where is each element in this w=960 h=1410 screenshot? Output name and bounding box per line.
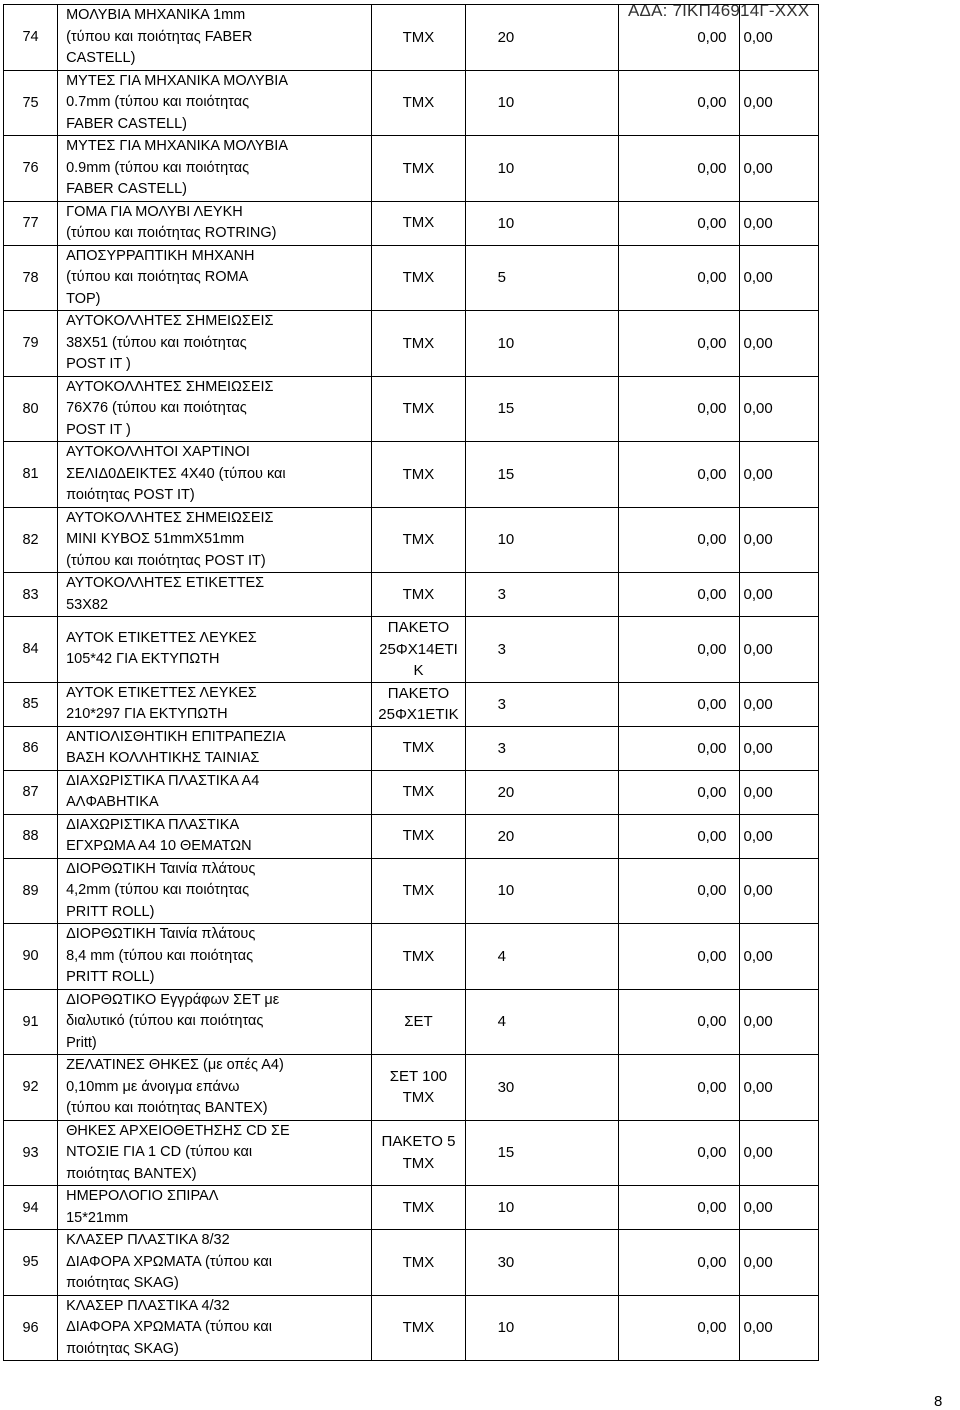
item-unit: [372, 245, 465, 311]
item-total: 0,00: [739, 245, 818, 311]
item-unit: [372, 376, 465, 442]
item-unit: [372, 858, 465, 924]
item-total: 0,00: [739, 573, 818, 617]
item-number: 89: [4, 858, 58, 924]
item-quantity: 3: [465, 726, 618, 770]
item-unit-price: 0,00: [618, 989, 739, 1055]
table-row: [4, 5, 819, 71]
item-number: 83: [4, 573, 58, 617]
item-total: 0,00: [739, 442, 818, 508]
item-description: [58, 311, 372, 377]
item-total: 0,00: [739, 726, 818, 770]
description-line: PRITT ROLL): [66, 903, 155, 920]
item-quantity: 15: [465, 376, 618, 442]
item-total: 0,00: [739, 989, 818, 1055]
item-number: 81: [4, 442, 58, 508]
item-number: 86: [4, 726, 58, 770]
item-unit-price: 0,00: [618, 924, 739, 990]
item-number: 77: [4, 201, 58, 245]
item-number: 76: [4, 136, 58, 202]
item-unit-price: 0,00: [618, 5, 739, 71]
item-unit: [372, 70, 465, 136]
item-quantity: 10: [465, 507, 618, 573]
item-description: [58, 1055, 372, 1121]
item-number: 91: [4, 989, 58, 1055]
table-row: [4, 573, 819, 617]
description-line: ΘΗΚΕΣ ΑΡΧΕΙΟΘΕΤΗΣΗΣ CD ΣΕ: [66, 1122, 290, 1139]
item-quantity: 10: [465, 1186, 618, 1230]
description-line: POST IT ): [66, 421, 131, 438]
ada-code: ΑΔΑ: 7ΙΚΠ46914Γ-ΧΧΧ: [628, 1, 810, 20]
items-table: [3, 4, 819, 1361]
table-row: [4, 136, 819, 202]
item-total: 0,00: [739, 311, 818, 377]
description-line: TOP): [66, 290, 101, 307]
description-line: ΔΙΑΧΩΡΙΣΤΙΚΑ ΠΛΑΣΤΙΚΑ: [66, 816, 240, 833]
item-unit-price: 0,00: [618, 245, 739, 311]
item-number: 92: [4, 1055, 58, 1121]
item-quantity: 10: [465, 311, 618, 377]
item-unit: [372, 311, 465, 377]
item-unit: [372, 201, 465, 245]
item-unit-price: 0,00: [618, 573, 739, 617]
item-description: [58, 201, 372, 245]
item-unit-price: 0,00: [618, 376, 739, 442]
unit-line: ΤΜΧ: [402, 1198, 435, 1216]
table-row: [4, 507, 819, 573]
table-row: [4, 1120, 819, 1186]
item-unit-price: 0,00: [618, 136, 739, 202]
item-quantity: 10: [465, 1295, 618, 1361]
unit-line: ΤΜΧ: [402, 465, 435, 483]
item-unit: [372, 1186, 465, 1230]
item-unit-price: 0,00: [618, 858, 739, 924]
unit-line: ΤΜΧ: [402, 783, 435, 801]
item-unit-price: 0,00: [618, 1120, 739, 1186]
table-row: [4, 814, 819, 858]
items-table-body: [4, 5, 819, 1361]
item-total: 0,00: [739, 376, 818, 442]
description-line: ΔΙΑΦΟΡΑ ΧΡΩΜΑΤΑ (τύπου και: [66, 1253, 272, 1270]
unit-line: ΤΜΧ: [402, 94, 435, 111]
item-description: [58, 726, 372, 770]
item-description: [58, 924, 372, 990]
item-number: 88: [4, 814, 58, 858]
item-number: 93: [4, 1120, 58, 1186]
description-line: ΔΙΟΡΘΩΤΙΚΟ Εγγράφων ΣΕΤ με: [66, 991, 280, 1008]
unit-line: ΠΑΚΕΤΟ: [387, 619, 450, 636]
description-line: ΕΓΧΡΩΜΑ Α4 10 ΘΕΜΑΤΩΝ: [66, 838, 252, 854]
item-quantity: 3: [465, 573, 618, 617]
item-number: 90: [4, 924, 58, 990]
item-quantity: 20: [465, 814, 618, 858]
item-unit: [372, 1295, 465, 1361]
item-description: [58, 507, 372, 573]
item-total: 0,00: [739, 201, 818, 245]
description-line: 210*297 ΓΙΑ ΕΚΤΥΠΩΤΗ: [66, 706, 228, 722]
item-unit-price: 0,00: [618, 726, 739, 770]
item-unit: [372, 924, 465, 990]
description-line: ΔΙΑΧΩΡΙΣΤΙΚΑ ΠΛΑΣΤΙΚΑ Α4: [66, 772, 260, 789]
item-total: 0,00: [739, 136, 818, 202]
description-line: ΑΥΤΟΚ ΕΤΙΚΕΤΤΕΣ ΛΕΥΚΕΣ: [66, 629, 257, 646]
item-description: [58, 858, 372, 924]
unit-line: ΤΜΧ: [402, 827, 435, 845]
item-unit: [372, 1120, 465, 1186]
unit-line: ΤΜΧ: [402, 269, 435, 286]
description-line: CASTELL): [66, 50, 136, 66]
item-total: 0,00: [739, 1055, 818, 1121]
description-line: ΚΛΑΣΕΡ ΠΛΑΣΤΙΚΑ 8/32: [66, 1232, 230, 1248]
description-line: 0.9mm (τύπου και ποιότητας: [66, 159, 250, 176]
item-description: [58, 1230, 372, 1296]
item-description: [58, 136, 372, 202]
unit-line: Κ: [413, 662, 424, 679]
table-row: [4, 1295, 819, 1361]
item-unit-price: 0,00: [618, 814, 739, 858]
description-line: POST IT ): [66, 356, 131, 372]
item-total: 0,00: [739, 770, 818, 814]
item-unit: [372, 573, 465, 617]
item-quantity: 4: [465, 924, 618, 990]
item-unit-price: 0,00: [618, 311, 739, 377]
item-description: [58, 5, 372, 71]
description-line: ΑΝΤΙΟΛΙΣΘΗΤΙΚΗ ΕΠΙΤΡΑΠΕΖΙΑ: [66, 728, 286, 745]
unit-line: ΤΜΧ: [402, 585, 435, 603]
table-row: [4, 726, 819, 770]
unit-line: ΤΜΧ: [402, 1089, 435, 1107]
item-unit-price: 0,00: [618, 1186, 739, 1230]
item-quantity: 30: [465, 1055, 618, 1121]
table-row: [4, 989, 819, 1055]
item-number: 74: [4, 5, 58, 71]
unit-line: ΤΜΧ: [402, 1319, 435, 1336]
description-line: ΑΥΤΟΚΟΛΛΗΤΕΣ ΕΤΙΚΕΤΤΕΣ: [66, 575, 265, 591]
item-total: 0,00: [739, 1120, 818, 1186]
item-number: 80: [4, 376, 58, 442]
description-line: ΑΥΤΟΚΟΛΛΗΤΟΙ ΧΑΡΤΙΝΟΙ: [66, 444, 250, 460]
description-line: 53Χ82: [66, 596, 109, 613]
description-line: 0.7mm (τύπου και ποιότητας: [66, 94, 250, 110]
item-description: [58, 770, 372, 814]
item-quantity: 10: [465, 201, 618, 245]
item-unit: [372, 507, 465, 573]
item-description: [58, 376, 372, 442]
item-number: 85: [4, 682, 58, 726]
item-quantity: 20: [465, 770, 618, 814]
unit-line: ΤΜΧ: [402, 214, 435, 232]
item-total: 0,00: [739, 1186, 818, 1230]
unit-line: ΠΑΚΕΤΟ: [387, 684, 450, 702]
item-number: 95: [4, 1230, 58, 1296]
item-total: 0,00: [739, 617, 818, 683]
description-line: 0,10mm με άνοιγμα επάνω: [66, 1078, 240, 1095]
description-line: FABER CASTELL): [66, 181, 187, 197]
item-total: 0,00: [739, 924, 818, 990]
item-total: 0,00: [739, 507, 818, 573]
table-row: [4, 201, 819, 245]
description-line: ΜΟΛΥΒΙΑ ΜΗΧΑΝΙΚΑ 1mm: [66, 7, 246, 23]
item-total: 0,00: [739, 1295, 818, 1361]
description-line: ΔΙΟΡΘΩΤΙΚΗ Ταινία πλάτους: [66, 860, 256, 877]
item-unit-price: 0,00: [618, 1230, 739, 1296]
description-line: ΑΛΦΑΒΗΤΙΚΑ: [66, 794, 159, 810]
table-row: [4, 1186, 819, 1230]
description-line: 76Χ76 (τύπου και ποιότητας: [66, 400, 247, 416]
item-total: 0,00: [739, 682, 818, 726]
description-line: 15*21mm: [66, 1209, 129, 1226]
item-quantity: 30: [465, 1230, 618, 1296]
description-line: 8,4 mm (τύπου και ποιότητας: [66, 947, 254, 964]
item-total: 0,00: [739, 5, 818, 71]
table-row: [4, 245, 819, 311]
unit-line: ΤΜΧ: [402, 882, 435, 899]
item-number: 82: [4, 507, 58, 573]
item-description: [58, 617, 372, 683]
description-line: ΑΠΟΣΥΡΡΑΠΤΙΚΗ ΜΗΧΑΝΗ: [66, 247, 255, 264]
item-unit-price: 0,00: [618, 442, 739, 508]
item-unit-price: 0,00: [618, 770, 739, 814]
item-unit: [372, 442, 465, 508]
description-line: FABER CASTELL): [66, 115, 187, 132]
unit-line: ΤΜΧ: [402, 159, 435, 177]
item-quantity: 10: [465, 70, 618, 136]
description-line: ποιότητας SKAG): [66, 1275, 179, 1291]
description-line: ποιότητας ΒΑΝΤΕΧ): [66, 1165, 197, 1182]
item-unit: [372, 770, 465, 814]
item-number: 96: [4, 1295, 58, 1361]
table-row: [4, 1055, 819, 1121]
item-description: [58, 70, 372, 136]
item-unit-price: 0,00: [618, 201, 739, 245]
item-unit-price: 0,00: [618, 70, 739, 136]
unit-line: ΤΜΧ: [402, 400, 435, 417]
item-unit-price: 0,00: [618, 617, 739, 683]
unit-line: ΤΜΧ: [402, 1253, 435, 1271]
description-line: ΖΕΛΑΤΙΝΕΣ ΘΗΚΕΣ (με οπές Α4): [66, 1057, 284, 1073]
item-unit-price: 0,00: [618, 1295, 739, 1361]
item-number: 84: [4, 617, 58, 683]
item-unit: [372, 136, 465, 202]
item-unit: [372, 989, 465, 1055]
description-line: 105*42 ΓΙΑ ΕΚΤΥΠΩΤΗ: [66, 651, 220, 668]
item-description: [58, 245, 372, 311]
item-unit: [372, 1055, 465, 1121]
description-line: ποιότητας SKAG): [66, 1340, 179, 1357]
description-line: ΜΥΤΕΣ ΓΙΑ ΜΗΧΑΝΙΚΑ ΜΟΛΥΒΙΑ: [66, 72, 288, 89]
unit-line: ΤΜΧ: [402, 947, 435, 965]
item-total: 0,00: [739, 814, 818, 858]
unit-line: ΠΑΚΕΤΟ 5: [381, 1133, 456, 1151]
item-total: 0,00: [739, 858, 818, 924]
item-quantity: 10: [465, 136, 618, 202]
unit-line: ΤΜΧ: [402, 28, 435, 46]
page-number: 8: [934, 1393, 943, 1410]
table-row: [4, 617, 819, 683]
description-line: ΑΥΤΟΚΟΛΛΗΤΕΣ ΣΗΜΕΙΩΣΕΙΣ: [66, 313, 274, 329]
item-total: 0,00: [739, 70, 818, 136]
description-line: ποιότητας POST IT): [66, 487, 195, 503]
table-row: [4, 376, 819, 442]
table-row: [4, 858, 819, 924]
item-description: [58, 682, 372, 726]
item-description: [58, 1295, 372, 1361]
description-line: ΗΜΕΡΟΛΟΓΙΟ ΣΠΙΡΑΛ: [66, 1188, 219, 1204]
table-row: [4, 1230, 819, 1296]
description-line: ΑΥΤΟΚΟΛΛΗΤΕΣ ΣΗΜΕΙΩΣΕΙΣ: [66, 509, 274, 526]
description-line: Pritt): [66, 1034, 97, 1051]
item-unit: [372, 617, 465, 683]
description-line: ΜΥΤΕΣ ΓΙΑ ΜΗΧΑΝΙΚΑ ΜΟΛΥΒΙΑ: [66, 138, 288, 154]
description-line: ΓΟΜΑ ΓΙΑ ΜΟΛΥΒΙ ΛΕΥΚΗ: [66, 203, 243, 220]
item-quantity: 10: [465, 858, 618, 924]
table-row: [4, 311, 819, 377]
item-description: [58, 1120, 372, 1186]
item-unit-price: 0,00: [618, 1055, 739, 1121]
description-line: PRITT ROLL): [66, 969, 155, 985]
item-description: [58, 442, 372, 508]
table-row: [4, 770, 819, 814]
unit-line: ΣΕΤ: [404, 1013, 433, 1030]
item-unit-price: 0,00: [618, 507, 739, 573]
item-number: 94: [4, 1186, 58, 1230]
description-line: ΝΤΟΣΙΕ ΓΙΑ 1 CD (τύπου και: [66, 1144, 253, 1160]
table-row: [4, 442, 819, 508]
item-number: 87: [4, 770, 58, 814]
description-line: ΑΥΤΟΚ ΕΤΙΚΕΤΤΕΣ ΛΕΥΚΕΣ: [66, 684, 257, 701]
unit-line: 25ΦΧ14ΕΤΙ: [379, 640, 458, 658]
item-quantity: 15: [465, 442, 618, 508]
unit-line: ΤΜΧ: [402, 739, 435, 757]
item-total: 0,00: [739, 1230, 818, 1296]
item-quantity: 3: [465, 682, 618, 726]
table-row: [4, 70, 819, 136]
item-unit-price: 0,00: [618, 682, 739, 726]
description-line: (τύπου και ποιότητας POST IT): [66, 552, 266, 569]
unit-line: ΣΕΤ 100: [389, 1067, 448, 1085]
description-line: ΔΙΑΦΟΡΑ ΧΡΩΜΑΤΑ (τύπου και: [66, 1319, 272, 1335]
description-line: ΑΥΤΟΚΟΛΛΗΤΕΣ ΣΗΜΕΙΩΣΕΙΣ: [66, 378, 274, 395]
item-description: [58, 573, 372, 617]
item-unit: [372, 726, 465, 770]
description-line: ΚΛΑΣΕΡ ΠΛΑΣΤΙΚΑ 4/32: [66, 1297, 230, 1314]
item-unit: [372, 682, 465, 726]
unit-line: 25ΦΧ1ΕΤΙΚ: [378, 706, 459, 723]
unit-line: ΤΜΧ: [402, 1154, 435, 1172]
description-line: (τύπου και ποιότητας ROMA: [66, 269, 249, 285]
description-line: ΔΙΟΡΘΩΤΙΚΗ Ταινία πλάτους: [66, 926, 256, 942]
description-line: ΒΑΣΗ ΚΟΛΛΗΤΙΚΗΣ ΤΑΙΝΙΑΣ: [66, 750, 260, 766]
table-row: [4, 682, 819, 726]
item-number: 79: [4, 311, 58, 377]
description-line: 4,2mm (τύπου και ποιότητας: [66, 882, 250, 898]
item-unit: [372, 814, 465, 858]
item-description: [58, 814, 372, 858]
item-quantity: 20: [465, 5, 618, 71]
item-quantity: 5: [465, 245, 618, 311]
item-description: [58, 1186, 372, 1230]
table-row: [4, 924, 819, 990]
description-line: ΜΙΝΙ ΚΥΒΟΣ 51mmΧ51mm: [66, 531, 245, 547]
description-line: διαλυτικό (τύπου και ποιότητας: [66, 1013, 264, 1029]
unit-line: ΤΜΧ: [402, 531, 435, 548]
description-line: (τύπου και ποιότητας ΒΑΝΤΕΧ): [66, 1100, 268, 1116]
item-number: 75: [4, 70, 58, 136]
item-quantity: 4: [465, 989, 618, 1055]
item-unit: [372, 5, 465, 71]
description-line: ΣΕΛΙΔ0ΔΕΙΚΤΕΣ 4Χ40 (τύπου και: [66, 465, 286, 482]
description-line: 38Χ51 (τύπου και ποιότητας: [66, 334, 247, 351]
item-unit: [372, 1230, 465, 1296]
item-description: [58, 989, 372, 1055]
item-quantity: 15: [465, 1120, 618, 1186]
item-number: 78: [4, 245, 58, 311]
item-quantity: 3: [465, 617, 618, 683]
description-line: (τύπου και ποιότητας ROTRING): [66, 225, 277, 241]
description-line: (τύπου και ποιότητας FABER: [66, 28, 253, 45]
unit-line: ΤΜΧ: [402, 334, 435, 352]
